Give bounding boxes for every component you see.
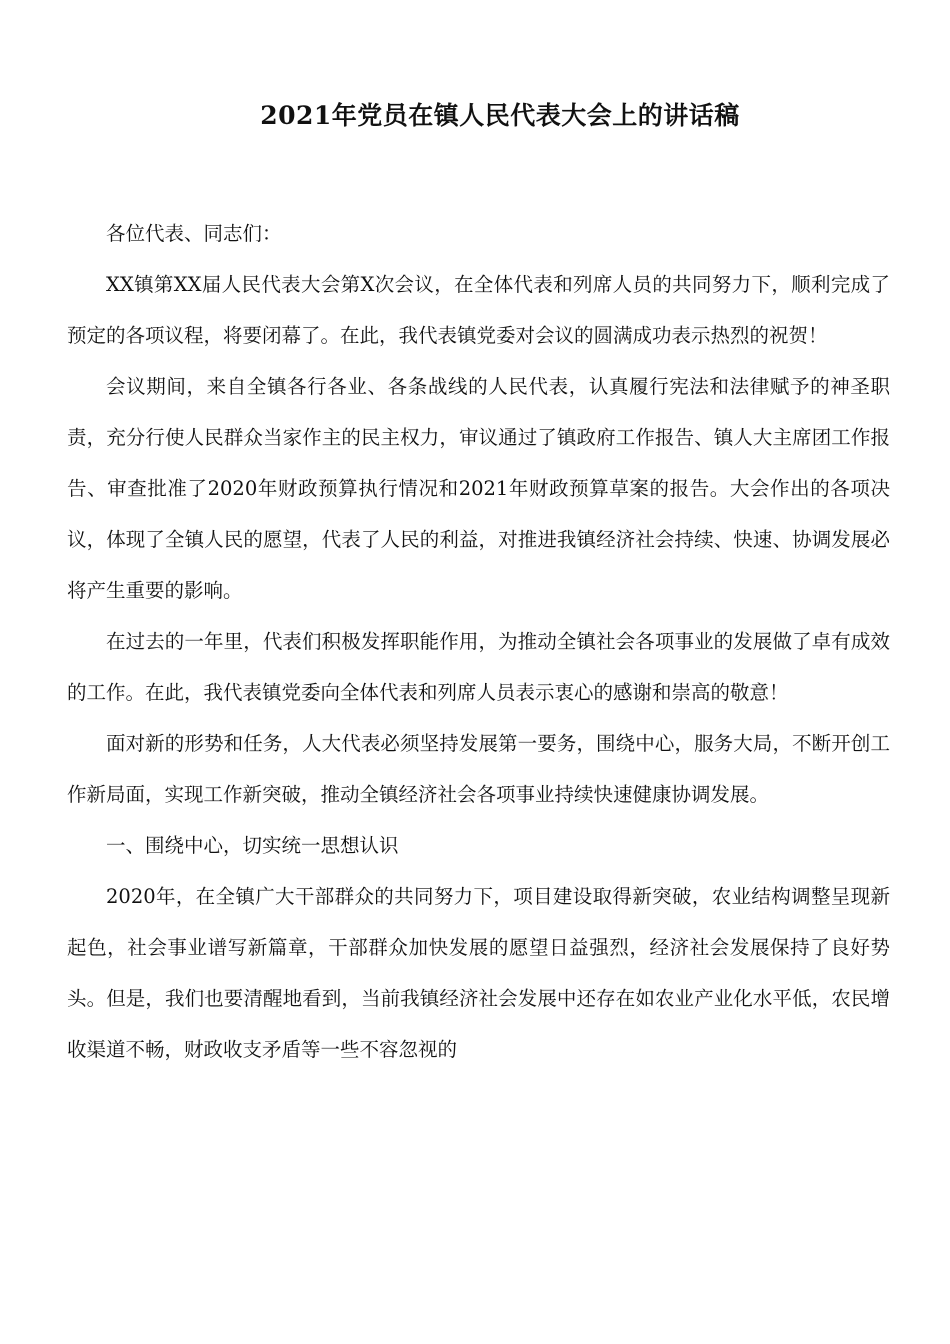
document-title: 2021年党员在镇人民代表大会上的讲话稿	[260, 101, 740, 130]
section-heading-1: 一、围绕中心，切实统一思想认识	[106, 834, 399, 857]
paragraph-meeting-review: 会议期间，来自全镇各行各业、各条战线的人民代表，认真履行宪法和法律赋予的神圣职责，充分行使人民群众当家作主的民主权力，审议通过了镇政府工作报告、镇人大主席团工作报告、审查批准了2020年财政预算执行情况和2021年财政预算草案的报告。大会作出的各项决议，体现了全镇人民的愿望，代表了人民的利益，对推进我镇经济社会持续、快速、协调发展必将产生重要的影响。	[67, 375, 890, 602]
paragraph-thanks: 在过去的一年里，代表们积极发挥职能作用，为推动全镇社会各项事业的发展做了卓有成效的工作。在此，我代表镇党委向全体代表和列席人员表示衷心的感谢和崇高的敬意！	[67, 630, 890, 704]
document-body	[67, 208, 890, 1075]
paragraph-salutation: 各位代表、同志们：	[106, 222, 282, 245]
paragraph-2020-review: 2020年，在全镇广大干部群众的共同努力下，项目建设取得新突破，农业结构调整呈现新起色，社会事业谱写新篇章，干部群众加快发展的愿望日益强烈，经济社会发展保持了良好势头。但是，我们也要清醒地看到，当前我镇经济社会发展中还存在如农业产业化水平低，农民增收渠道不畅，财政收支矛盾等一些不容忽视的	[67, 885, 890, 1061]
paragraph-opening: XX镇第XX届人民代表大会第X次会议，在全体代表和列席人员的共同努力下，顺利完成了预定的各项议程，将要闭幕了。在此，我代表镇党委对会议的圆满成功表示热烈的祝贺！	[67, 273, 890, 347]
paragraph-tasks: 面对新的形势和任务，人大代表必须坚持发展第一要务，围绕中心，服务大局，不断开创工作新局面，实现工作新突破，推动全镇经济社会各项事业持续快速健康协调发展。	[67, 732, 890, 806]
